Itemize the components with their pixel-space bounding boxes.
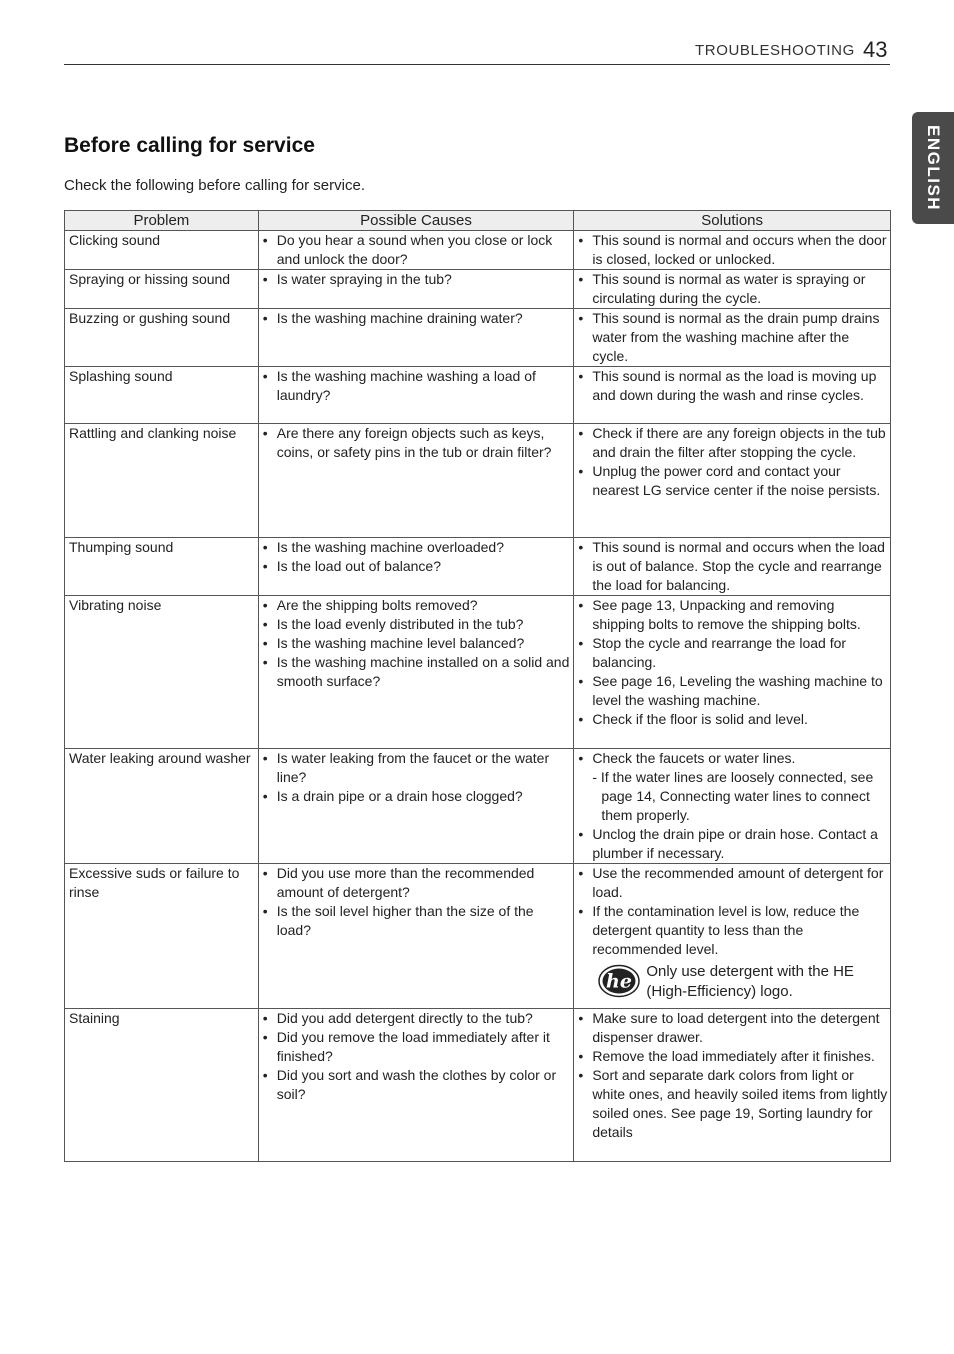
solutions-cell <box>574 367 891 424</box>
table-row <box>65 309 891 367</box>
intro-text: Check the following before calling for service. <box>64 177 365 194</box>
cause-item: • Is the washing machine installed on a solid and smooth surface? <box>263 653 572 691</box>
cause-item: • Did you use more than the recommended amount of detergent? <box>263 864 572 902</box>
table-row <box>65 749 891 864</box>
language-tab <box>912 112 954 224</box>
cause-item: • Is the washing machine washing a load of laundry? <box>263 367 572 405</box>
causes-cell <box>258 309 574 367</box>
section-header-label: TROUBLESHOOTING <box>695 42 855 59</box>
solution-item <box>578 749 888 825</box>
solution-item: • Make sure to load detergent into the detergent dispenser drawer. <box>578 1009 888 1047</box>
table-row <box>65 367 891 424</box>
cause-item: • Is a drain pipe or a drain hose clogged? <box>263 787 572 806</box>
cause-item: • Is water leaking from the faucet or the water line? <box>263 749 572 787</box>
solutions-cell <box>574 749 891 864</box>
he-note-text: Only use detergent with the HE (High-Efficiency) logo. <box>646 963 854 1000</box>
solution-item: • Sort and separate dark colors from light or white ones, and heavily soiled items from lightly soiled ones. See page 19, Sorting laundry for details <box>578 1066 888 1142</box>
page-title: Before calling for service <box>64 134 315 157</box>
problem-cell: Staining <box>65 1009 259 1162</box>
problem-cell: Splashing sound <box>65 367 259 424</box>
cause-item: • Is the load out of balance? <box>263 557 572 576</box>
table-row <box>65 864 891 1009</box>
causes-cell <box>258 596 574 749</box>
page-number: 43 <box>863 37 888 62</box>
solutions-cell <box>574 309 891 367</box>
solution-item: • See page 13, Unpacking and removing shipping bolts to remove the shipping bolts. <box>578 596 888 634</box>
solution-item: • If the contamination level is low, reduce the detergent quantity to less than the recommended level. <box>578 902 888 959</box>
cause-item: • Is the washing machine overloaded? <box>263 538 572 557</box>
column-header-problem: Problem <box>65 211 259 231</box>
column-header-causes: Possible Causes <box>258 211 574 231</box>
cause-item: • Did you sort and wash the clothes by color or soil? <box>263 1066 572 1104</box>
causes-cell <box>258 367 574 424</box>
solution-subitem: - If the water lines are loosely connected, see page 14, Connecting water lines to connect them properly. <box>592 769 874 823</box>
cause-item: • Is water spraying in the tub? <box>263 270 572 289</box>
solution-item: • Unclog the drain pipe or drain hose. Contact a plumber if necessary. <box>578 825 888 863</box>
table-row <box>65 424 891 538</box>
causes-cell <box>258 864 574 1009</box>
cause-item: • Are the shipping bolts removed? <box>263 596 572 615</box>
he-logo-text: he <box>606 970 633 993</box>
solutions-cell <box>574 1009 891 1162</box>
solutions-cell <box>574 424 891 538</box>
solutions-cell <box>574 596 891 749</box>
solution-item: • Remove the load immediately after it finishes. <box>578 1047 888 1066</box>
language-tab-label: ENGLISH <box>924 124 943 212</box>
causes-cell <box>258 1009 574 1162</box>
solution-item: • This sound is normal as water is spraying or circulating during the cycle. <box>578 270 888 308</box>
problem-cell: Excessive suds or failure to rinse <box>65 864 259 1009</box>
problem-cell: Vibrating noise <box>65 596 259 749</box>
solution-item: • Unplug the power cord and contact your nearest LG service center if the noise persists. <box>578 462 888 500</box>
solution-item: • This sound is normal as the load is moving up and down during the wash and rinse cycles. <box>578 367 888 405</box>
solution-text: Check the faucets or water lines. <box>592 750 796 766</box>
solutions-cell <box>574 538 891 596</box>
solution-item: • This sound is normal as the drain pump drains water from the washing machine after the cycle. <box>578 309 888 366</box>
troubleshooting-table <box>64 210 891 1162</box>
solution-item: • Use the recommended amount of detergent for load. <box>578 864 888 902</box>
header-rule <box>64 64 890 65</box>
problem-cell: Thumping sound <box>65 538 259 596</box>
problem-cell: Water leaking around washer <box>65 749 259 864</box>
causes-cell <box>258 270 574 309</box>
solutions-cell <box>574 231 891 270</box>
table-row <box>65 270 891 309</box>
cause-item: • Did you add detergent directly to the tub? <box>263 1009 572 1028</box>
solution-item: • This sound is normal and occurs when the door is closed, locked or unlocked. <box>578 231 888 269</box>
table-row <box>65 231 891 270</box>
solution-item: • Check if there are any foreign objects in the tub and drain the filter after stopping the cycle. <box>578 424 888 462</box>
solution-item: • See page 16, Leveling the washing machine to level the washing machine. <box>578 672 888 710</box>
table-row <box>65 1009 891 1162</box>
problem-cell: Spraying or hissing sound <box>65 270 259 309</box>
cause-item: • Is the soil level higher than the size of the load? <box>263 902 572 940</box>
solution-item: • Check if the floor is solid and level. <box>578 710 888 729</box>
causes-cell <box>258 231 574 270</box>
solution-item: • Stop the cycle and rearrange the load for balancing. <box>578 634 888 672</box>
solution-item: • This sound is normal and occurs when the load is out of balance. Stop the cycle and rearrange the load for balancing. <box>578 538 888 595</box>
cause-item: • Is the load evenly distributed in the tub? <box>263 615 572 634</box>
table-row <box>65 596 891 749</box>
causes-cell <box>258 538 574 596</box>
problem-cell: Buzzing or gushing sound <box>65 309 259 367</box>
problem-cell: Rattling and clanking noise <box>65 424 259 538</box>
table-header-row <box>65 211 891 231</box>
he-note <box>598 962 888 1004</box>
problem-cell: Clicking sound <box>65 231 259 270</box>
causes-cell <box>258 424 574 538</box>
table-row <box>65 538 891 596</box>
causes-cell <box>258 749 574 864</box>
solutions-cell <box>574 864 891 1009</box>
cause-item: • Are there any foreign objects such as keys, coins, or safety pins in the tub or drain filter? <box>263 424 572 462</box>
column-header-solutions: Solutions <box>574 211 891 231</box>
solutions-cell <box>574 270 891 309</box>
cause-item: • Is the washing machine level balanced? <box>263 634 572 653</box>
cause-item: • Did you remove the load immediately after it finished? <box>263 1028 572 1066</box>
cause-item: • Do you hear a sound when you close or lock and unlock the door? <box>263 231 572 269</box>
cause-item: • Is the washing machine draining water? <box>263 309 572 328</box>
he-logo-icon <box>598 964 640 1004</box>
